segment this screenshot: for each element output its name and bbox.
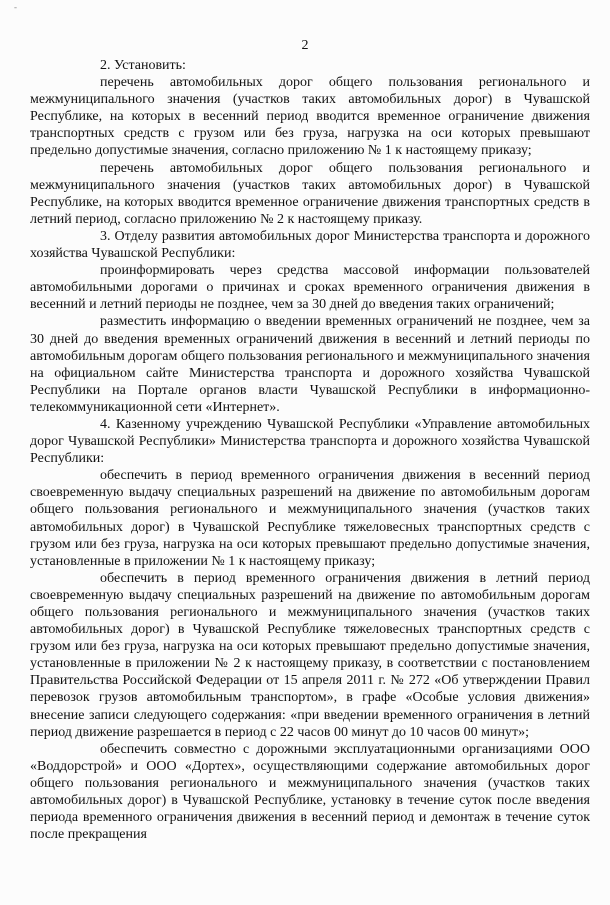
paragraph-signs-installation: обеспечить совместно с дорожными эксплуатационными организациями ООО «Воддорстрой» и ООО «Дортех», осуществляющими содержание автомобильных дорог общего пользования регионального и межмуниципального значения (участков таких автомобильных дорог) в Чувашской Республике, установку в течение суток после введения периода временного ограничения движения в весенний период и демонтаж в течение суток после прекращения [30,741,590,843]
paragraph-item-3-header: 3. Отделу развития автомобильных дорог Министерства транспорта и дорожного хозяйства Чувашской Республики: [30,228,590,262]
paragraph-spring-permits: обеспечить в период временного ограничения движения в весенний период своевременную выдачу специальных разрешений на движение по автомобильным дорогам общего пользования регионального и межмуниципального значения (участков таких автомобильных дорог) в Чувашской Республике тяжеловесных транспортных средств с грузом или без груза, нагрузка на оси которых превышают предельно допустимые значения, установленные в приложении № 1 к настоящему приказу; [30,468,590,569]
paragraph-summer-permits: обеспечить в период временного ограничения движения в летний период своевременную выдачу специальных разрешений на движение по автомобильным дорогам общего пользования регионального и межмуниципального значения (участков таких автомобильных дорог) в Чувашской Республике тяжеловесных транспортных средств с грузом или без груза, нагрузка на оси которых превышают предельно допустимые значения, установленные в приложении № 2 к настоящему приказу, в соответствии с постановлением Правительства Российской Федерации от 15 апреля 2011 г. № 272 «Об утверждении Правил перевозок грузов автомобильным транспортом», в графе «Особые условия движения» внесение записи следующего содержания: «при введении временного ограничения в летний период движение разрешается в период с 22 часов 00 минут до 10 часов 00 минут»; [30,570,590,740]
document-body [30,57,590,843]
paragraph-item-2-header: 2. Установить: [100,58,186,73]
paragraph-spring-roads-list: перечень автомобильных дорог общего пользования регионального и межмуниципального значения (участков таких автомобильных дорог) в Чувашской Республике, на которых в весенний период вводится временное ограничение движения транспортных средств с грузом или без груза, нагрузка на оси которых превышают предельно допустимые значения, согласно приложению № 1 к настоящему приказу; [30,75,590,159]
paragraph-publish-info: разместить информацию о введении временных ограничений не позднее, чем за 30 дней до введения временных ограничений движения в весенний и летний периоды по автомобильным дорогам общего пользования регионального и межмуниципального значения на официальном сайте Министерства транспорта и дорожного хозяйства Чувашской Республики на Портале органов власти Чувашской Республики в информационно-телекоммуникационной сети «Интернет». [30,314,590,415]
corner-mark: - [14,2,17,12]
paragraph-summer-roads-list: перечень автомобильных дорог общего пользования регионального и межмуниципального значения (участков таких автомобильных дорог) в Чувашской Республике, на которых вводится временное ограничение движения транспортных средств в летний период, согласно приложению № 2 к настоящему приказу. [30,160,590,227]
paragraph-item-4-header: 4. Казенному учреждению Чувашской Республики «Управление автомобильных дорог Чувашской Республики» Министерства транспорта и дорожного хозяйства Чувашской Республики: [30,416,590,467]
page-number: 2 [301,38,309,53]
paragraph-inform-media: проинформировать через средства массовой информации пользователей автомобильными дорогами о причинах и сроках временного ограничения движения в весенний и летний периоды не позднее, чем за 30 дней до введения таких ограничений; [30,263,590,313]
